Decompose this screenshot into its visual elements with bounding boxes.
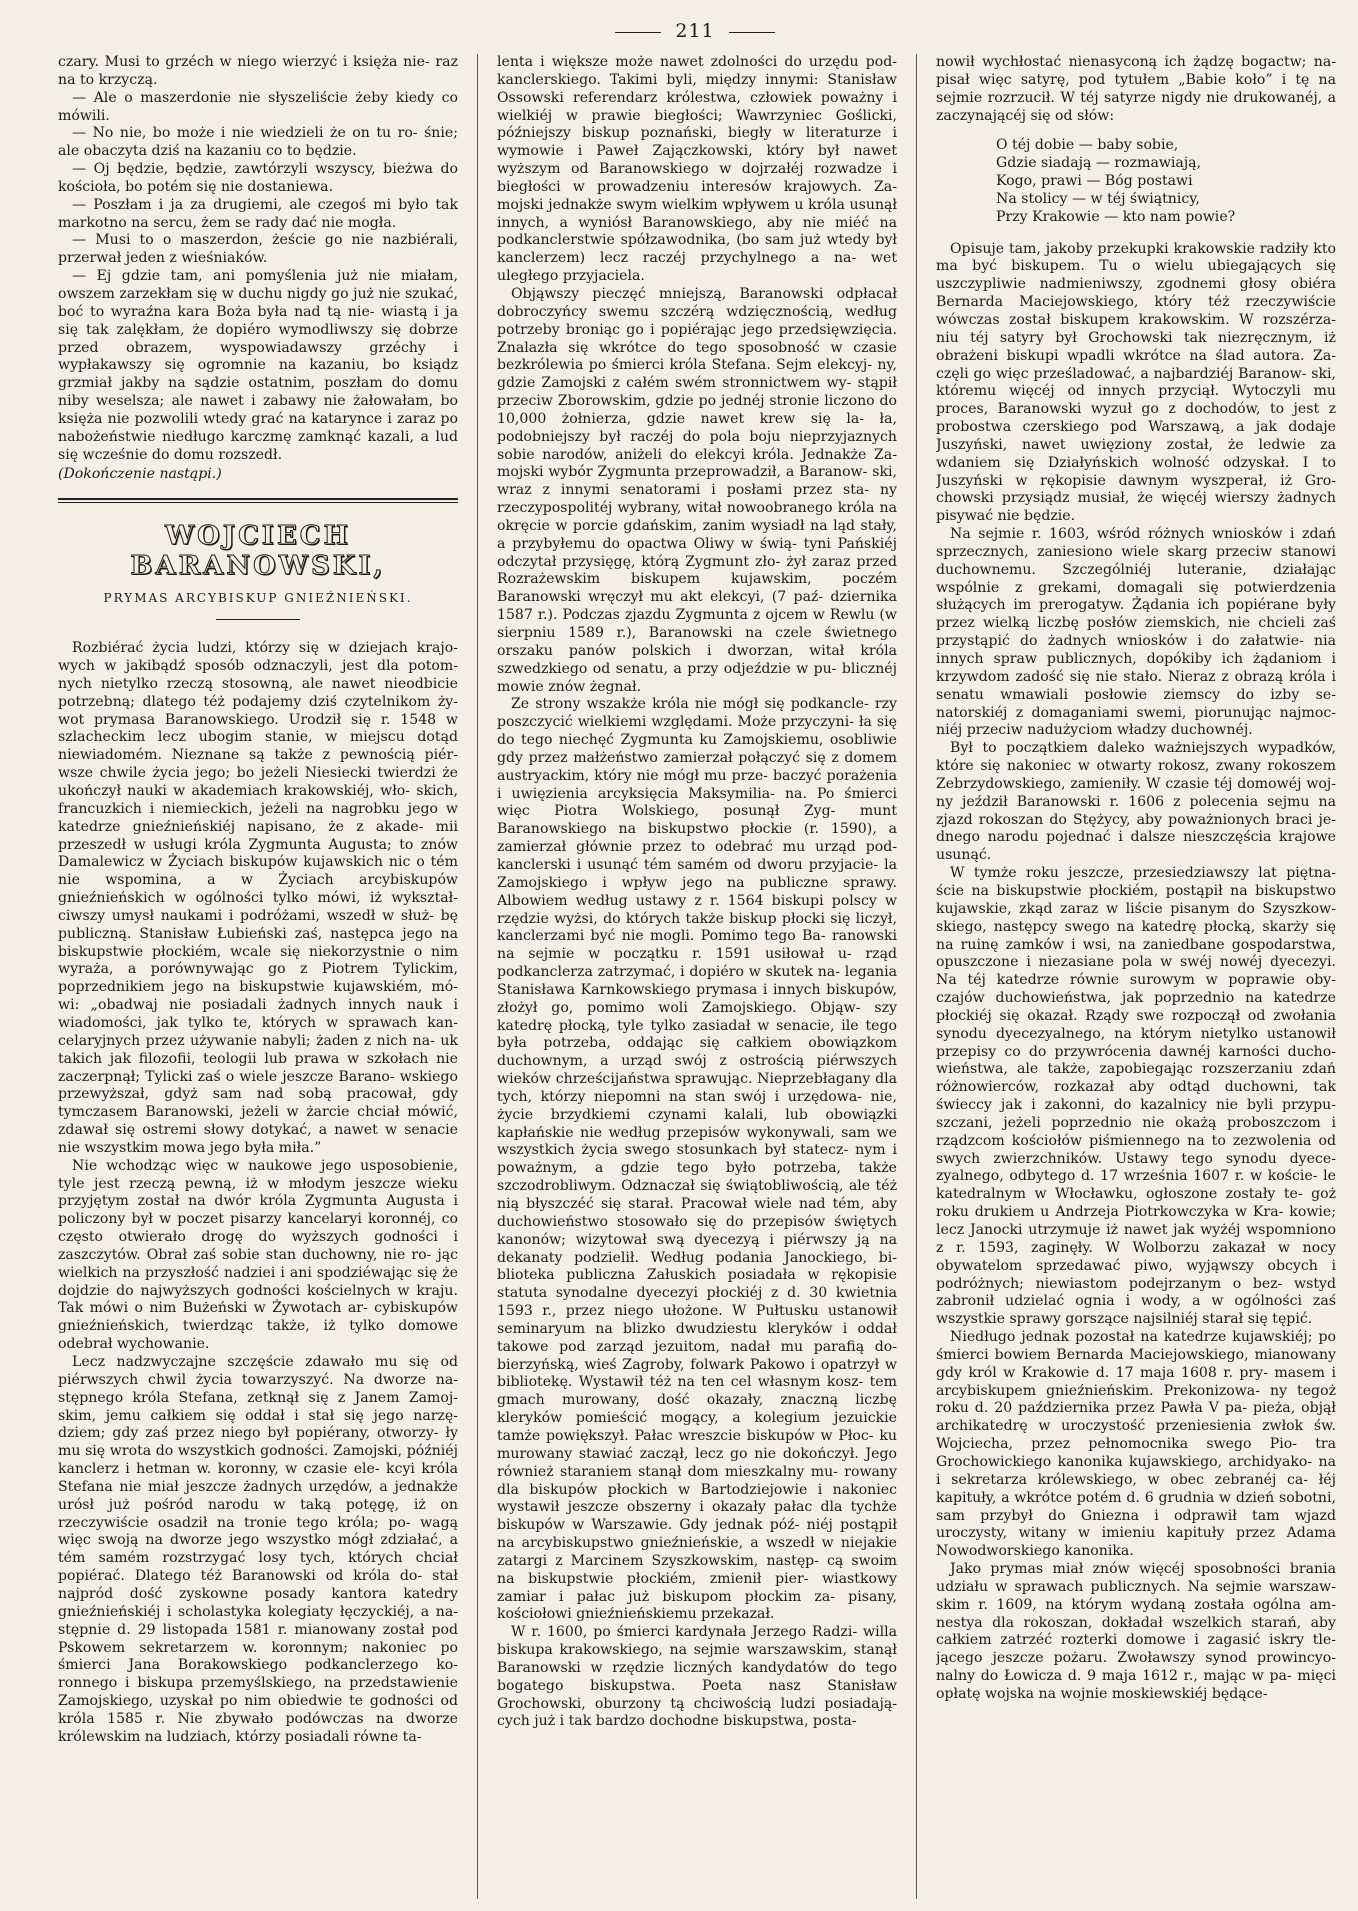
poem-line: Gdzie siadają — rozmawiają, [996, 155, 1202, 172]
subtitle-rule [216, 619, 300, 620]
paragraph: — Musi to o maszerdon, żeście go nie nazbiérali, przerwał jeden z wieśniaków. [58, 232, 458, 267]
article-subtitle: PRYMAS ARCYBISKUP GNIEŹNIEŃSKI. [103, 591, 413, 606]
section-divider [58, 498, 458, 503]
paragraph: W tymże roku jeszcze, przesiedziawszy lat piętna- ście na biskupstwie płockiém, postąpił na biskupstwo kujawskie, zkąd zaraz w liście pisanym do Szyszkow- skiego, następcy swego na katedrę płocką, skarży się na ruinę zamków i wsi, na zaniedbane gospodarstwa, opuszczone i niezasiane pola w swéj nowéj dyecezyi. Na téj katedrze równie surowym w poprawie oby- czajów duchowieństwa, jak poprzednio na katedrze płockiéj się okazał. Rządy swe rozpoczął od zwołania synodu dyecezyalnego, na którym nietylko ustanowił przepisy co do przywrócenia dawnéj karności ducho- wieństwa, ale także, zapobiegając rozszerzaniu zdań różnowierców, rozkazał aby odtąd duchowni, tak świeccy jak i zakonni, do kazalnicy nie byli przypu- szczani, jeżeli poprzednio nie okażą proboszczom i rządzcom kościołów piśmiennego na to zezwolenia od swych zwierzchników. Ustawy tego synodu dyece- zyalnego, odbytego d. 17 września 1607 r. w koście- le katedralnym w Włocławku, ogłoszone zostały te- goż roku drukiem u Andrzeja Piotrkowczyka w Kra- kowie; lecz Janocki utrzymuje iż nawet jak wyżéj wspomniono z r. 1593, zaginęły. W Wolborzu zakazał w nocy obywatelom sprzedawać piwo, wyjąwszy obcych i podróżnych; niewiastom podejrzanym o bez- wstyd zabronił udzielać ognia i wody, a w ogólności zaś wszystkie sprawy gorszące najsilniéj starał się tępić. [936, 865, 1336, 1328]
paragraph: czary. Musi to grzéch w niego wierzyć i księża nie- raz na to krzyczą. [58, 54, 458, 88]
paragraph: W r. 1600, po śmierci kardynała Jerzego Radzi- willa biskupa krakowskiego, na sejmie warszawskim, stanął Baranowski w rzędzie liczných kandydatów do tego bogatego biskupstwa. Poeta nasz Stanisław Grochowski, oburzony tą chciwością ludzi posiadają- cych już i tak bardzo dochodne biskupstwa, posta- [497, 1624, 897, 1730]
column-left [58, 54, 458, 1899]
paragraph: Objąwszy pieczęć mniejszą, Baranowski odpłacał dobroczyńcy swemu szczérą wdzięcznością, według potrzeby broniąc go i popiérając jego przedsięwzięcia. Znalazła się wkrótce do tego sposobność w czasie bezkrólewia po śmierci króla Stefana. Sejm elekcyj- ny, gdzie Zamojski z całém swém stronnictwem wy- stąpił przeciw Zborowskim, gdzie po jednéj stronie liczono do 10,000 żołnierza, gdzie nawet krew się la- ła, podobniejszy był raczéj do pola boju nieprzyjaznych sobie narodów, aniżeli do elekcyi króla. Jednakże Za- mojski wybór Zygmunta przeprowadził, a Baranow- ski, wraz z innymi senatorami i posłami przez sta- ny rzeczypospolitéj wybrany, witał nowoobranego króla na okręcie w porcie gdańskim, zanim wysiadł na ląd stały, a przybyłemu do opactwa Oliwy w świą- tyni Pańskiéj odczytał przysięgę, którą Zygmunt zło- żył zaraz przed Rozrażewskim biskupem kujawskim, poczém Baranowski wręczył mu akt elekcyi, (7 paź- dziernika 1587 r.). Podczas zjazdu Zygmunta z ojcem w Rewlu (w sierpniu 1589 r.), Baranowski na czele świetnego orszaku panów polskich i dworzan, witał króla szwedzkiego od senatu, a przy odjeździe w pu- blicznéj mowie znów żegnał. [497, 285, 897, 695]
poem-line: Kogo, prawi — Bóg postawi [996, 173, 1193, 190]
paragraph: Nie wchodząc więc w naukowe jego usposobienie, tyle jest rzeczą pewną, iż w młodym jeszcze wieku przyjętym został na dwór króla Zygmunta Augusta i policzony był w poczet pisarzy kancelaryi koronnéj, co często otwierało drogę do wyższych godności i zaszczytów. Obrał zaś sobie stan duchowny, nie ro- jąc wielkich na przyszłość nadziei i ani spodziéwając się że dojdzie do najwyższych godności kościelnych w kraju. Tak mówi o nim Bużeński w Żywotach ar- cybiskupów gnieźnieńskich, twierdząc także, iż tylko domowe odebrał wychowanie. [58, 1157, 458, 1353]
paragraph: — Oj będzie, będzie, zawtórzyli wszyscy, bieżwa do kościoła, bo potém się nie dostaniewa. [58, 161, 458, 195]
paragraph: Lecz nadzwyczajne szczęście zdawało mu się od piérwszych chwil życia towarzyszyć. Na dworze na- stępnego króla Stefana, zetknął się z Janem Zamoj- skim, jemu całkiem się oddał i stał się jego narzę- dziem; gdy zaś przez niego był popiérany, otworzy- ły mu się wrota do wszystkich godności. Zamojski, późniéj kanclerz i hetman w. koronny, w czasie ele- kcyi króla Stefana nie miał jeszcze żadnych urzędów, a jednakże urósł już pośród narodu w taką potęgę, iż on rzeczywiście osadził na tronie tego króla; po- wagą więc swoją na dworze jego wszystko mógł zdziałać, a tém samém rozstrzygać losy tych, których chciał popiérać. Dlatego téż Baranowski od króla do- stał najpród dość zyskowne posady kantora katedry gnieźnieńskiéj i scholastyka kolegiaty łęczyckiéj, a na- stępnie d. 29 listopada 1581 r. mianowany został pod Pskowem sekretarzem w. koronnym; nakoniec po śmierci Jana Borakowskiego podkanclerzego ko- ronnego i biskupa przemyślskiego, na przedstawienie Zamojskiego, uzyskał po nim obiedwie te godności od króla 1585 r. Nie zbywało podówczas na dworze królewskim na ludziach, którzy posiadali równe ta- [58, 1354, 458, 1745]
column-right [936, 54, 1336, 1899]
paragraph: — Poszłam i ja za drugiemi, ale czegoś mi było tak markotno na sercu, żem se rady dać nie mogła. [58, 196, 458, 231]
paragraph: Jako prymas miał znów więcéj sposobności brania udziału w sprawach publicznych. Na sejmie warszaw- skim r. 1609, na którym wydaną została ogólna am- nestya dla rokoszan, dokładał wszelkich starań, aby całkiem zatrzéć rozterki domowe i zagasić iskry tle- jącego jeszcze pożaru. Zwoławszy synod prowincyo- nalny do Łowicza d. 9 maja 1612 r., mając w pa- mięci opłatę wojska na wojnie moskiewskiéj będące- [936, 1561, 1336, 1702]
poem-line: O téj dobie — baby sobie, [996, 137, 1179, 154]
article-body-middle [497, 54, 897, 1731]
column-rule [916, 54, 917, 1899]
paragraph: — Ej gdzie tam, ani pomyślenia już nie miałam, owszem zarzekłam się w duchu nigdy go już nie szukać, boć to wyraźna kara Boża była nad tą nie- wiastą i ja się tak zalękłam, że dopiéro wymodliwszy się dobrze przed obrazem, wyspowiadawszy grzéchy i wypłakawszy się ogromnie na kazaniu, bo ksiądz grzmiał jakby na sądzie ostatnim, poszłam do domu niby weselsza; ale nawet i zabawy nie żałowałam, bo księża nie pozwolili wtedy grać na katarynce i zaraz po nabożeństwie niedługo karczmę zamknąć kazali, a lud się wcześnie do domu rozszedł. [58, 268, 458, 463]
article-title: WOJCIECH BARANOWSKI, [130, 521, 386, 582]
column-rule [477, 54, 478, 1899]
paragraph: Na sejmie r. 1603, wśród różnych wniosków i zdań sprzecznych, zaniesiono wiele skarg przeciw stanowi duchownemu. Szczególniéj luteranie, działając wspólnie z grekami, domagali się potwierdzenia służących im prerogatyw. Żądania ich popiérane były przez wielką liczbę posłów ziemskich, nie chcieli zaś przystąpić do żadnych wniosków i do załatwie- nia innych spraw publicznych, dopókiby ich żądaniom i krzywdom zadość się nie stało. Nieraz z obrazą króla i senatu wmawiali posłowie ziemscy do izby se- natorskiéj z domaganiami swemi, piorunując najmoc- niéj przeciw nadużyciom władzy duchownéj. [936, 526, 1336, 739]
article-body-right [936, 241, 1336, 1704]
paragraph: Rozbiérać życia ludzi, którzy się w dziejach krajo- wych w jakibądź sposób odznaczyli, jest dla potom- nych nietylko rzeczą stosowną, ale nawet nieodbicie potrzebną; dlatego téż podajemy dziś czytelnikom ży- wot prymasa Baranowskiego. Urodził się r. 1548 w szlacheckim lecz ubogim stanie, w miejscu dotąd niewiadomém. Nieznane są także z pewnością piér- wsze chwile życia jego; bo jeżeli Niesiecki twierdzi że ukończył nauki w akademiach krakowskiéj, wło- skich, francuzkich i niemieckich, jeżeli na nagrobku jego w katedrze gnieźnieńskiéj napisano, że z akade- mii przeszedł w usługi króla Zygmunta Augusta; to znów Damalewicz w Życiach biskupów kujawskich nic o tém nie wspomina, a w Życiach arcybiskupów gnieźnieńskich w ogólności tylko mówi, iż wykształ- ciwszy umysł naukami i podróżami, wszedł w służ- bę publiczną. Stanisław Łubieński zaś, następca jego na biskupstwie płockiém, wcale się niekorzystnie o nim wyraża, a porównywając go z Piotrem Tylickim, poprzednikiem jego na biskupstwie kujawskiém, mó- wi: „obadwaj nie posiadali żadnych innych nauk i wiadomości, jak tylko te, których w sprawach kan- celaryjnych przez używanie nabyli; żaden z nich na- uk takich jak filozofii, teologii lub prawa w szkołach nie zaczerpnął; Tylicki zaś o wiele jeszcze Barano- wskiego przewyższał, gdyż sam nad sobą pracował, gdy tymczasem Baranowski, jeżeli w żarcie chciał mówić, zdawał się ostremi słowy dotykać, a nawet w senacie nie wszystkim mowa jego była miła.” [58, 640, 458, 1156]
paragraph: — No nie, bo może i nie wiedzieli że on tu ro- śnie; ale obaczyta dziś na kazaniu co to będzie. [58, 125, 458, 160]
story-continuation [58, 54, 458, 464]
poem-line: Przy Krakowie — kto nam powie? [996, 208, 1236, 225]
paragraph: Niedługo jednak pozostał na katedrze kujawskiéj; po śmierci bowiem Bernarda Maciejowskiego, mianowany gdy król w Krakowie d. 17 maja 1608 r. pry- masem i arcybiskupem gnieźnieńskim. Prekonizowa- ny tegoż roku d. 20 października przez Pawła V pa- pieża, objął archikatedrę w uroczystość przeniesienia zwłok św. Wojciecha, przez pełnomocnika swego Pio- tra Grochowickiego kanonika kujawskiego, archidyako- na i sekretarza królewskiego, w obec zebranéj ca- łéj kapituły, a wkrótce potém d. 6 grudnia w dzień sobotni, sam przybył do Gniezna i odprawił tam wjazd uroczysty, witany w imieniu kapituły przez Adama Nowodworskiego kanonika. [936, 1329, 1336, 1560]
paragraph: — Ale o maszerdonie nie słyszeliście żeby kiedy co mówili. [58, 89, 458, 124]
column-middle [497, 54, 897, 1899]
paragraph: nowił wychłostać nienasyconą ich żądzę bogactw; na- pisał więc satyrę, pod tytułem „Babie koło” i tę na sejmie rozrzucił. W téj satyrze nigdy nie drukowanéj, a zaczynającéj się od słów: [936, 54, 1336, 124]
paragraph: Ze strony wszakże króla nie mógł się podkancle- rzy poszczycić wielkiemi względami. Może przyczyni- ła się do tego niechęć Zygmunta ku Zamojskiemu, osobliwie gdy przez małżeństwo zamierzał połączyć się z domem austryackim, który nie mógł mu prze- baczyć porażenia i uwięzienia arcyksięcia Maksymilia- na. Po śmierci więc Piotra Wolskiego, posunął Zyg- munt Baranowskiego na biskupstwo płockie (r. 1590), a zamierzał głównie przez to odebrać mu urząd pod- kanclerski i usunąć tém samém od dworu przyjacie- la Zamojskiego i wpływ jego na publiczne sprawy. Albowiem według ustawy z r. 1564 biskupi polscy w rzędzie wyżsi, do których także biskup płocki się liczył, kanclerzami być nie mogli. Pomimo tego Ba- ranowski na sejmie w początku r. 1591 usiłował u- rząd podkanclerza zatrzymać, i dopiéro w skutek na- legania Stanisława Karnkowskiego prymasa i innych biskupów, złożył go, pomimo woli Zamojskiego. Objąw- szy katedrę płocką, tyle tylko zasiadał w senacie, ile tego była potrzeba, oddając się całkiem obowiązkom duchownym, a urząd swój z ostrością piérwszych wieków chrześcijaństwa sprawując. Nieprzebłagany dla tych, którzy niepomni na stan swój i urzędowa- nie, życie brzydkiemi czynami kalali, lub obowiązki kapłańskie nie według przepisów wykonywali, sam we wszystkich życia swego stosunkach był statecz- nym i poważnym, a gdzie tego było potrzeba, także szczodrobliwym. Odznaczał się świątobliwością, ale téż nią błyszczéć się starał. Pracował wiele nad tém, aby duchowieństwo stosowało się do przepisów świętych kanonów; wizytował swą dyecezyą i piérwszy ją na dekanaty podzielił. Według podania Janockiego, bi- blioteka publiczna Załuskich posiadała w rękopisie statuta synodalne dyecezyi płockiéj z d. 30 kwietnia 1593 r., przez niego ułożone. W Pułtusku ustanowił seminaryum na blizko dwudziestu kleryków i oddał takowe pod zarząd jezuitom, nadał mu parafią do- bierzyńską, wieś Zagroby, folwark Pakowo i opatrzył w bibliotekę. Wystawił téż na ten cel własnym kosz- tem gmach murowany, dość okazały, znaczną liczbę kleryków pomieścić mogący, a kolegium jezuickie tamże powiększył. Pałac wreszcie biskupów w Płoc- ku murowany stawiać zaczął, lecz go nie dokończył. Jego również staraniem stanął dom mieszkalny mu- rowany dla biskupów płockich w Bartodziejowie i nakoniec wystawił jeszcze obszerny i okazały pałac dla tychże biskupów w Warszawie. Gdy jednak póź- niéj postąpił na arcybiskupstwo gnieźnieńskie, a wszedł w niejakie zatargi z Marcinem Szyszkowskim, następ- cą swoim na biskupstwie płockiém, zmienił pier- wiastkowy zamiar i pałac już biskupom płockim za- pisany, kościołowi gnieźnieńskiemu przekazał. [497, 696, 897, 1623]
satire-quote [996, 137, 1336, 226]
continuation-note: (Dokończenie nastąpi.) [58, 466, 222, 483]
article-body-right-intro [936, 54, 1336, 125]
article-body-start [58, 640, 458, 1746]
page-number: 211 [58, 20, 1332, 42]
poem-line: Na stolicy — w téj świątnicy, [996, 190, 1200, 207]
paragraph: Był to początkiem daleko ważniejszych wypadków, które się nakoniec w otwarty rokosz, zwany rokoszem Zebrzydowskiego, zamieniły. W czasie téj domowéj woj- ny jeździł Baranowski r. 1606 z polecenia sejmu na zjazd rokoszan do Stężycy, aby poważnionych braci je- dnego narodu pojednać i dalsze nieszczęścia krajowe usunąć. [936, 740, 1336, 864]
paragraph: lenta i większe może nawet zdolności do urzędu pod- kanclerskiego. Takimi byli, między innymi: Stanisław Ossowski referendarz królestwa, człowiek poważny i wielkiéj w prawie biegłości; Wawrzyniec Goślicki, późniejszy biskup poznański, biegły w literaturze i wymowie i Paweł Zajączkowski, który był nawet wyższym od Baranowskiego w dojrzałéj rozwadze i biegłości w prowadzeniu interesów krajowych. Za- mojski jednakże swym wielkim wpływem u króla usunął innych, a wyniósł Baranowskiego, aby nie miéć na podkanclerstwie spółzawodnika, (bo sam już wtedy był kanclerzem) lecz raczéj przychylnego a na- wet uległego przyjaciela. [497, 54, 897, 285]
columns [58, 54, 1336, 1899]
paragraph: Opisuje tam, jakoby przekupki krakowskie radziły kto ma być biskupem. Tu o wielu ubiegających się uszczypliwie nadmieniwszy, zgodnemi głosy obiéra Bernarda Maciejowskiego, który téż rzeczywiście wówczas został biskupem krakowskim. W rozszérza- niu téj satyry był Grochowski tak niezręcznym, iż obrażeni biskupi wpadli wkrótce na ślad autora. Za- częli go więc prześladować, a najbardziéj Baranow- ski, któremu więcéj od innych przyciął. Wytoczyli mu proces, Baranowski wyzuł go z dochodów, to jest z probostwa czerskiego pod Warszawą, a jak dodaje Juszyński, nawet uwięziony został, że ledwie za wdaniem się Działyńskich wolność odzyskał. I to Juszyński w rękopisie dawnym wyszperał, iż Gro- chowski przysiądz musiał, że więcéj wierszy żadnych pisywać nie będzie. [936, 240, 1336, 525]
